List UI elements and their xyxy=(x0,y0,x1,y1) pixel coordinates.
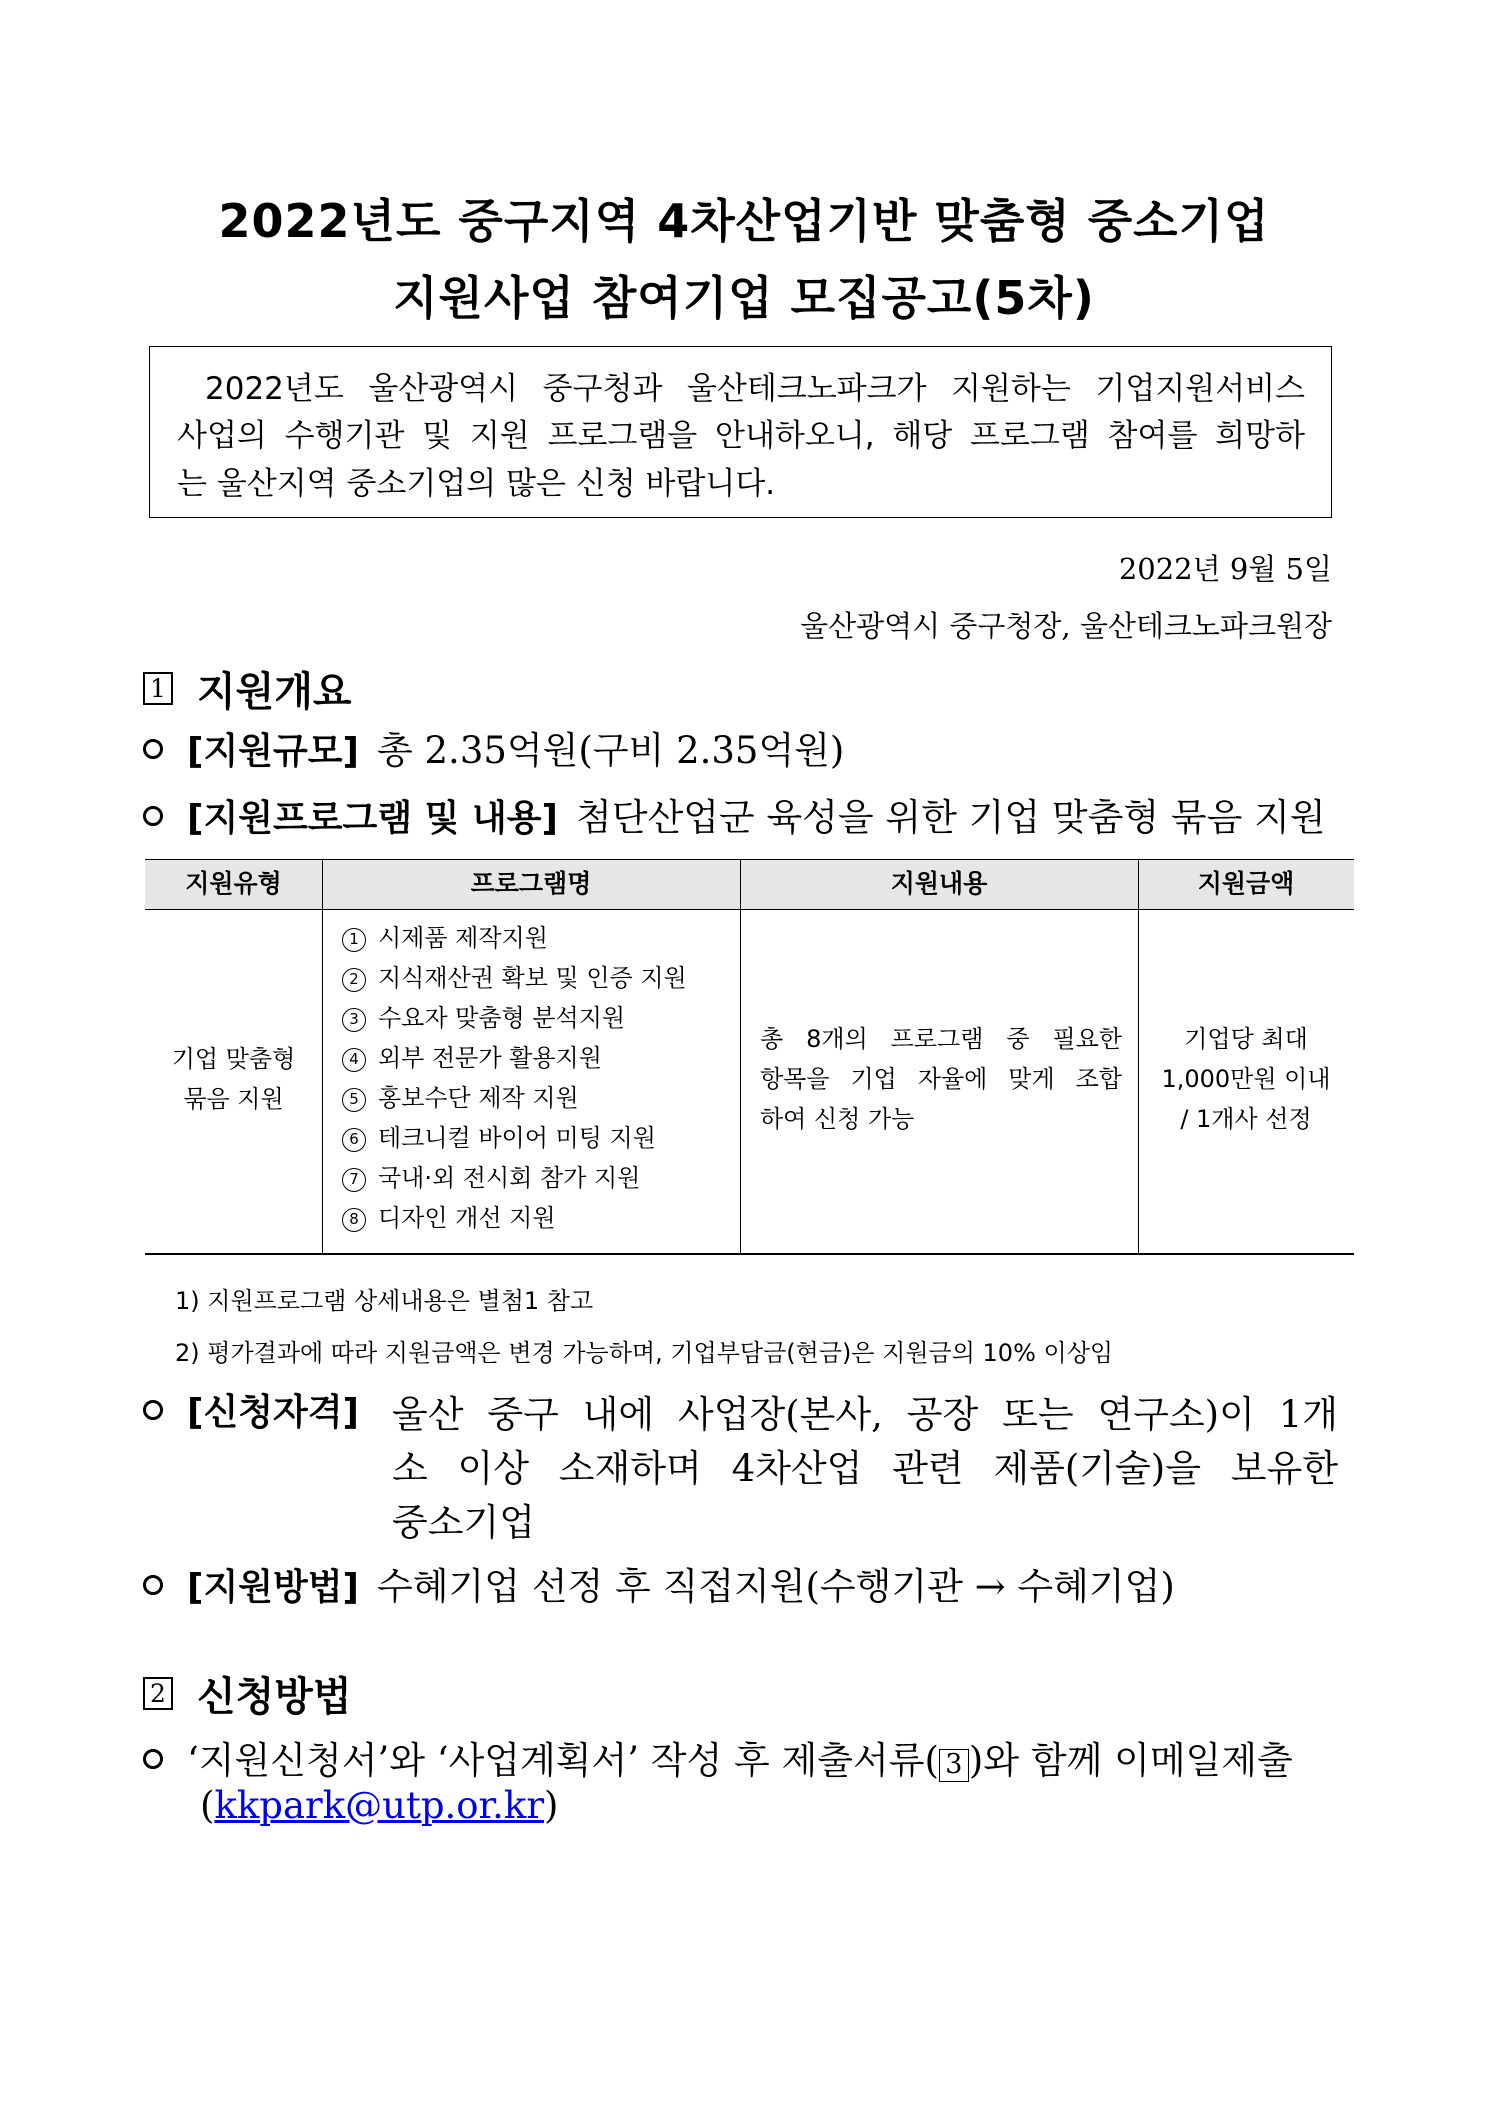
email-paren-close: ) xyxy=(544,1784,559,1827)
application-text-after: )와 함께 이메일제출 xyxy=(968,1739,1293,1782)
program-number: 3 xyxy=(342,1008,366,1032)
method-text: 수혜기업 선정 후 직접지원(수행기관 → 수혜기업) xyxy=(377,1565,1175,1608)
support-content-line: 하여 신청 가능 xyxy=(760,1105,915,1133)
program-number: 5 xyxy=(342,1088,366,1112)
table-header-row xyxy=(145,859,1354,910)
program-list-item xyxy=(342,1158,687,1198)
announcement-date: 2022년 9월 5일 xyxy=(1118,552,1332,586)
table-header-cell: 프로그램명 xyxy=(470,869,592,898)
support-scale-label: [지원규모] xyxy=(187,731,360,772)
support-amount-line: 기업당 최대 xyxy=(1184,1025,1308,1053)
eligibility-line-1: 울산 중구 내에 사업장(본사, 공장 또는 연구소)이 1개 xyxy=(392,1393,1338,1436)
support-amount-line: 1,000만원 이내 xyxy=(1161,1065,1331,1093)
title-line-2: 지원사업 참여기업 모집공고(5차) xyxy=(393,271,1095,325)
program-name: 홍보수단 제작 지원 xyxy=(378,1084,579,1112)
support-type-line: 묶음 지원 xyxy=(183,1085,284,1113)
section-1-title: 지원개요 xyxy=(197,669,352,715)
program-list-item xyxy=(342,918,687,958)
support-content-cell xyxy=(760,1019,1122,1139)
intro-line-2: 사업의 수행기관 및 지원 프로그램을 안내하오니, 해당 프로그램 참여를 희망하 xyxy=(177,418,1305,454)
program-list-item xyxy=(342,1038,687,1078)
table-divider xyxy=(322,859,323,1254)
email-link[interactable]: kkpark@utp.or.kr xyxy=(214,1784,545,1827)
attachment-ref-3: 3 xyxy=(939,1749,969,1782)
program-name: 수요자 맞춤형 분석지원 xyxy=(378,1004,626,1032)
section-1-heading xyxy=(143,660,352,717)
footnote-1: 1) 지원프로그램 상세내용은 별첨1 참고 xyxy=(175,1287,594,1315)
method-row xyxy=(143,1556,1175,1610)
email-line xyxy=(200,1784,558,1827)
eligibility-label: [신청자격] xyxy=(187,1392,360,1433)
table-divider xyxy=(740,859,741,1254)
support-content-line: 총 8개의 프로그램 중 필요한 xyxy=(760,1025,1122,1053)
support-amount-cell xyxy=(1138,1019,1354,1139)
eligibility-row xyxy=(143,1384,377,1435)
program-name: 시제품 제작지원 xyxy=(378,924,548,952)
table-bottom-border xyxy=(145,1253,1354,1255)
intro-box xyxy=(149,346,1332,518)
bullet-circle-icon xyxy=(143,806,163,826)
support-content-line: 항목을 기업 자율에 맞게 조합 xyxy=(760,1065,1122,1093)
program-number: 8 xyxy=(342,1208,366,1232)
email-paren-open: ( xyxy=(200,1784,215,1827)
program-name: 디자인 개선 지원 xyxy=(378,1204,556,1232)
program-number: 1 xyxy=(342,928,366,952)
table-header-cell: 지원금액 xyxy=(1197,869,1295,898)
support-type-line: 기업 맞춤형 xyxy=(171,1045,296,1073)
title-line-1: 2022년도 중구지역 4차산업기반 맞춤형 중소기업 xyxy=(218,194,1270,248)
program-number: 6 xyxy=(342,1128,366,1152)
table-header-cell: 지원유형 xyxy=(185,869,282,898)
section-2-title: 신청방법 xyxy=(197,1674,352,1720)
program-list-item xyxy=(342,958,687,998)
section-1-number: 1 xyxy=(143,672,173,705)
program-number: 4 xyxy=(342,1048,366,1072)
section-2-number: 2 xyxy=(143,1677,173,1710)
program-number: 7 xyxy=(342,1168,366,1192)
footnote-2: 2) 평가결과에 따라 지원금액은 변경 가능하며, 기업부담금(현금)은 지원금의 10% 이상임 xyxy=(175,1339,1114,1367)
intro-line-1: 2022년도 울산광역시 중구청과 울산테크노파크가 지원하는 기업지원서비스 xyxy=(205,371,1305,407)
bullet-circle-icon xyxy=(143,1749,163,1769)
program-list-item xyxy=(342,998,687,1038)
section-2-heading xyxy=(143,1665,352,1722)
program-list xyxy=(342,918,687,1238)
application-row xyxy=(143,1730,1293,1784)
application-text-before: ‘지원신청서’와 ‘사업계획서’ 작성 후 제출서류( xyxy=(187,1739,939,1782)
program-list-item xyxy=(342,1078,687,1118)
program-name: 지식재산권 확보 및 인증 지원 xyxy=(378,964,687,992)
intro-line-3: 는 울산지역 중소기업의 많은 신청 바랍니다. xyxy=(177,466,776,502)
program-number: 2 xyxy=(342,968,366,992)
support-program-label: [지원프로그램 및 내용] xyxy=(187,798,558,839)
program-name: 국내·외 전시회 참가 지원 xyxy=(378,1164,641,1192)
bullet-circle-icon xyxy=(143,1400,163,1420)
eligibility-line-3: 중소기업 xyxy=(392,1501,535,1544)
bullet-circle-icon xyxy=(143,1575,163,1595)
issuer: 울산광역시 중구청장, 울산테크노파크원장 xyxy=(800,609,1332,643)
bullet-circle-icon xyxy=(143,739,163,759)
support-amount-line: / 1개사 선정 xyxy=(1180,1105,1312,1133)
support-program-text: 첨단산업군 육성을 위한 기업 맞춤형 묶음 지원 xyxy=(575,796,1326,839)
method-label: [지원방법] xyxy=(187,1567,360,1608)
program-list-item xyxy=(342,1118,687,1158)
support-scale-text: 총 2.35억원(구비 2.35억원) xyxy=(377,729,845,772)
program-name: 테크니컬 바이어 미팅 지원 xyxy=(378,1124,656,1152)
program-name: 외부 전문가 활용지원 xyxy=(378,1044,602,1072)
table-header-cell: 지원내용 xyxy=(890,869,988,898)
eligibility-line-2: 소 이상 소재하며 4차산업 관련 제품(기술)을 보유한 xyxy=(392,1447,1338,1490)
support-program-row xyxy=(143,787,1326,841)
support-type-cell xyxy=(145,1039,322,1119)
program-list-item xyxy=(342,1198,687,1238)
support-scale-row xyxy=(143,720,844,774)
